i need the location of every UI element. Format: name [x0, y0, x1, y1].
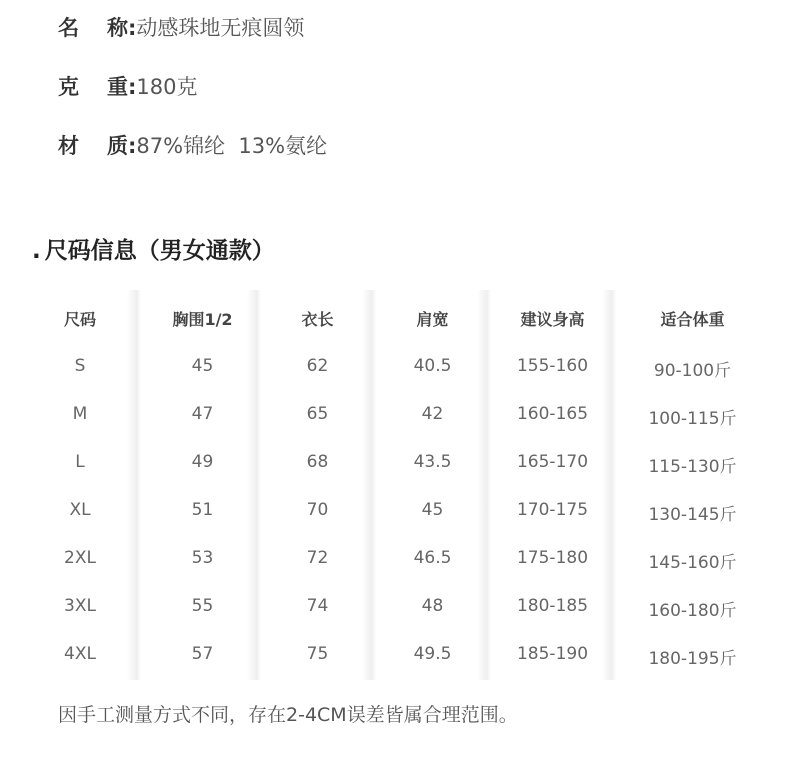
size-table-column-length [260, 280, 375, 680]
size-table-column-height [490, 280, 615, 680]
table-header-cell: 衣长 [301, 310, 334, 329]
table-cell: 90-100斤 [653, 361, 732, 381]
table-cell: 65 [306, 404, 329, 424]
table-cell: 49 [191, 452, 214, 472]
table-cell: 43.5 [413, 452, 452, 472]
table-cell: 4XL [64, 644, 96, 664]
table-cell: M [72, 404, 88, 424]
table-cell: 45 [421, 500, 444, 520]
table-cell: 100-115斤 [648, 409, 737, 429]
table-cell: 53 [191, 548, 214, 568]
size-table-column-size [20, 280, 140, 680]
table-cell: 46.5 [413, 548, 452, 568]
table-header-cell: 建议身高 [520, 310, 585, 329]
spec-name-label: 名 称 [58, 16, 128, 40]
table-cell: 47 [191, 404, 214, 424]
table-cell: 42 [421, 404, 444, 424]
table-header-cell: 胸围1/2 [172, 310, 233, 329]
column-divider [477, 290, 491, 680]
section-title-bullet: . [32, 238, 41, 264]
table-cell: 130-145斤 [648, 505, 737, 525]
spec-weight-value: 180克 [136, 75, 198, 99]
column-divider [127, 290, 141, 680]
spec-weight-separator: : [128, 75, 137, 99]
table-cell: 62 [306, 356, 329, 376]
table-cell: 57 [191, 644, 214, 664]
table-cell: 51 [191, 500, 214, 520]
spec-material-label: 材 质 [58, 134, 128, 158]
table-cell: 160-180斤 [648, 601, 737, 621]
table-cell: 185-190 [516, 644, 589, 664]
table-header-cell: 尺码 [63, 310, 96, 329]
table-cell: XL [69, 500, 91, 520]
measurement-note: 因手工测量方式不同，存在2-4CM误差皆属合理范围。 [58, 704, 518, 726]
column-divider [247, 290, 261, 680]
table-cell: 3XL [64, 596, 96, 616]
table-cell: 155-160 [516, 356, 589, 376]
table-cell: 165-170 [516, 452, 589, 472]
spec-weight-label: 克 重 [58, 75, 128, 99]
table-cell: 74 [306, 596, 329, 616]
spec-name-value: 动感珠地无痕圆领 [136, 16, 305, 40]
table-cell: S [74, 356, 86, 376]
table-cell: 40.5 [413, 356, 452, 376]
spec-material-row [58, 130, 327, 160]
table-cell: 145-160斤 [648, 553, 737, 573]
spec-name-row [58, 12, 304, 42]
size-table [20, 280, 770, 680]
size-section-title [32, 232, 275, 265]
size-table-column-shoulder [375, 280, 490, 680]
table-cell: 160-165 [516, 404, 589, 424]
table-cell: 115-130斤 [648, 457, 737, 477]
table-cell: 48 [421, 596, 444, 616]
table-cell: L [75, 452, 85, 472]
table-cell: 72 [306, 548, 329, 568]
size-table-column-weight [615, 280, 770, 680]
table-cell: 175-180 [516, 548, 589, 568]
table-header-cell: 肩宽 [416, 310, 449, 329]
table-header-cell: 适合体重 [660, 310, 725, 329]
column-divider [362, 290, 376, 680]
spec-material-value: 87%锦纶 13%氨纶 [136, 134, 328, 158]
table-cell: 75 [306, 644, 329, 664]
table-cell: 55 [191, 596, 214, 616]
spec-material-separator: : [128, 134, 137, 158]
table-cell: 68 [306, 452, 329, 472]
section-title-text: 尺码信息（男女通款） [44, 238, 275, 264]
table-cell: 2XL [64, 548, 96, 568]
table-cell: 180-195斤 [648, 649, 737, 669]
size-table-column-chest-half [145, 280, 260, 680]
table-cell: 70 [306, 500, 329, 520]
table-cell: 45 [191, 356, 214, 376]
spec-weight-row [58, 71, 198, 101]
table-cell: 170-175 [516, 500, 589, 520]
table-cell: 180-185 [516, 596, 589, 616]
column-divider [602, 290, 616, 680]
spec-name-separator: : [128, 16, 137, 40]
table-cell: 49.5 [413, 644, 452, 664]
